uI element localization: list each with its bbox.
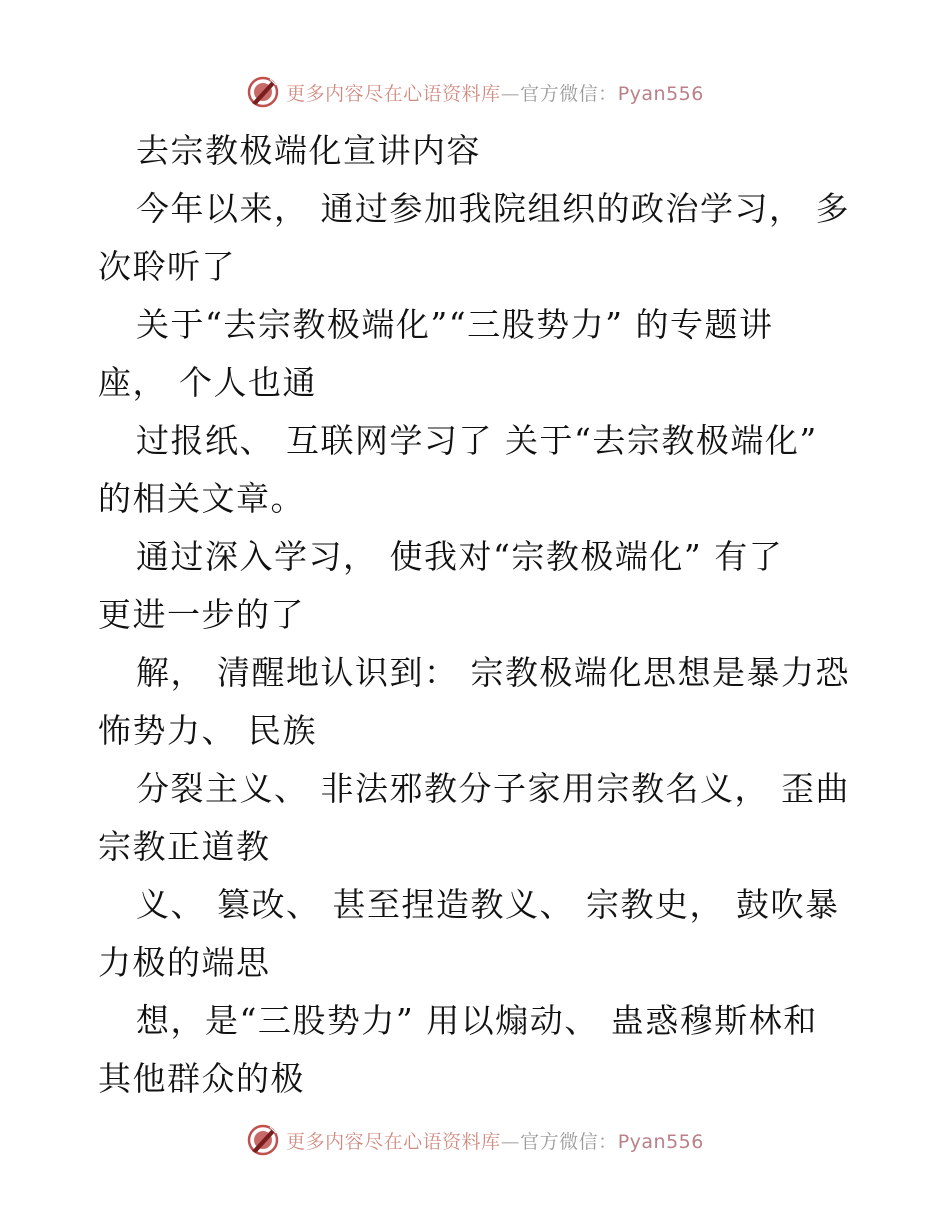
watermark-wechat-label: 官方微信： bbox=[520, 82, 618, 105]
text-line: 力极的端思 bbox=[98, 943, 271, 982]
text-line: 怖势力、 民族 bbox=[98, 711, 317, 750]
watermark-brand: 更多内容尽在心语资料库 bbox=[286, 1130, 501, 1153]
header-watermark bbox=[0, 72, 950, 112]
text-line: 想，是“三股势力” 用以煽动、 蛊惑穆斯林和 bbox=[136, 1001, 818, 1040]
text-line: 今年以来， 通过参加我院组织的政治学习， 多 bbox=[136, 189, 850, 228]
text-line: 过报纸、 互联网学习了 关于“去宗教极端化” bbox=[136, 421, 818, 460]
document-body bbox=[98, 122, 858, 1108]
watermark-dash: — bbox=[500, 1130, 521, 1153]
text-line: 关于“去宗教极端化”“三股势力” 的专题讲 bbox=[136, 305, 774, 344]
text-line: 宗教正道教 bbox=[98, 827, 271, 866]
watermark-brand: 更多内容尽在心语资料库 bbox=[286, 82, 501, 105]
watermark-wechat-id: Pyan556 bbox=[617, 1130, 704, 1153]
text-line: 通过深入学习， 使我对“宗教极端化” 有了 bbox=[136, 537, 784, 576]
text-line: 座， 个人也通 bbox=[98, 363, 317, 402]
text-line: 更进一步的了 bbox=[98, 595, 305, 634]
watermark-dash: — bbox=[500, 82, 521, 105]
watermark-text bbox=[286, 79, 704, 106]
text-line: 义、 篡改、 甚至捏造教义、 宗教史， 鼓吹暴 bbox=[136, 885, 840, 924]
watermark-wechat-label: 官方微信： bbox=[520, 1130, 618, 1153]
document-title: 去宗教极端化宣讲内容 bbox=[136, 131, 481, 170]
text-line: 其他群众的极 bbox=[98, 1059, 305, 1098]
watermark-wechat-id: Pyan556 bbox=[617, 82, 704, 105]
footer-watermark bbox=[0, 1120, 950, 1160]
text-line: 的相关文章。 bbox=[98, 479, 305, 518]
watermark-text bbox=[286, 1127, 704, 1154]
quill-seal-icon bbox=[246, 1123, 280, 1157]
text-line: 解， 清醒地认识到： 宗教极端化思想是暴力恐 bbox=[136, 653, 850, 692]
text-line: 分裂主义、 非法邪教分子家用宗教名义， 歪曲 bbox=[136, 769, 850, 808]
text-line: 次聆听了 bbox=[98, 247, 236, 286]
quill-seal-icon bbox=[246, 75, 280, 109]
